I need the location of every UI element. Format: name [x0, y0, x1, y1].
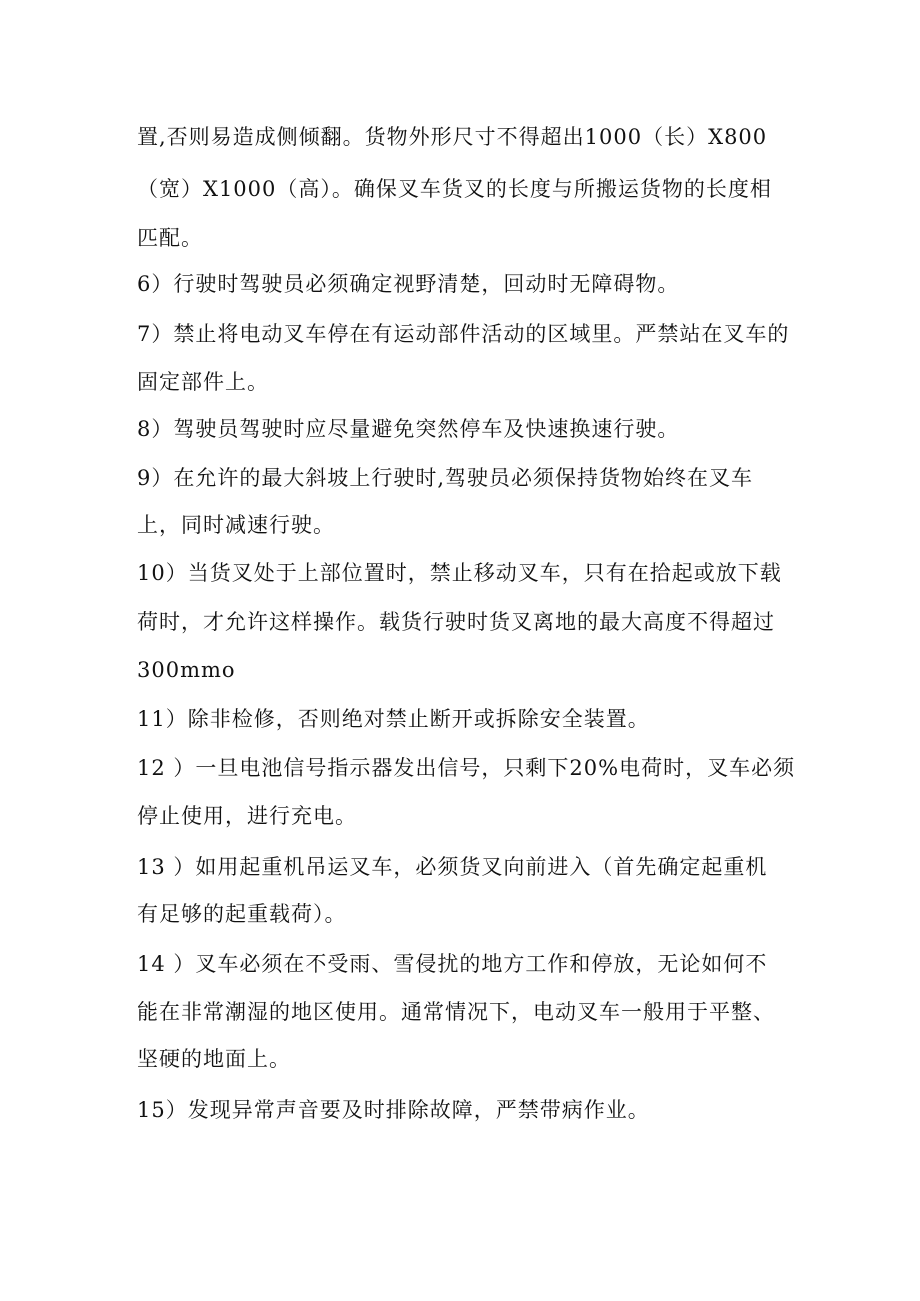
text-line: 固定部件上。	[137, 370, 269, 394]
list-item-14: 14 ）叉车必须在不受雨、雪侵扰的地方工作和停放，无论如何不	[137, 952, 768, 976]
list-item-8: 8）驾驶员驾驶时应尽量避免突然停车及快速换速行驶。	[137, 417, 680, 441]
text-line: 停止使用，进行充电。	[137, 804, 357, 828]
text-line: 坚硬的地面上。	[137, 1047, 291, 1071]
list-item-15: 15）发现异常声音要及时排除故障，严禁带病作业。	[137, 1098, 650, 1122]
text-line: （宽）X1000（高）。确保叉车货叉的长度与所搬运货物的长度相	[137, 177, 772, 201]
list-item-9: 9）在允许的最大斜坡上行驶时,驾驶员必须保持货物始终在叉车	[137, 466, 754, 490]
text-line: 有足够的起重载荷）。	[137, 902, 347, 926]
text-line: 上，同时减速行驶。	[137, 513, 335, 537]
text-line: 300mmo	[137, 658, 236, 682]
list-item-10: 10）当货叉处于上部位置时，禁止移动叉车，只有在拾起或放下载	[137, 561, 782, 585]
list-item-6: 6）行驶时驾驶员必须确定视野清楚，回动时无障碍物。	[137, 272, 680, 296]
text-line: 能在非常潮湿的地区使用。通常情况下，电动叉车一般用于平整、	[137, 1000, 775, 1024]
text-line: 置,否则易造成侧倾翻。货物外形尺寸不得超出1000（长）X800	[137, 125, 768, 149]
list-item-7: 7）禁止将电动叉车停在有运动部件活动的区域里。严禁站在叉车的	[137, 322, 790, 346]
list-item-13: 13 ）如用起重机吊运叉车，必须货叉向前进入（首先确定起重机	[137, 855, 768, 879]
list-item-12: 12 ）一旦电池信号指示器发出信号，只剩下20%电荷时，叉车必须	[137, 756, 796, 780]
text-line: 荷时，才允许这样操作。载货行驶时货叉离地的最大高度不得超过	[137, 610, 775, 634]
text-line: 匹配。	[137, 226, 203, 250]
list-item-11: 11）除非检修，否则绝对禁止断开或拆除安全装置。	[137, 707, 650, 731]
